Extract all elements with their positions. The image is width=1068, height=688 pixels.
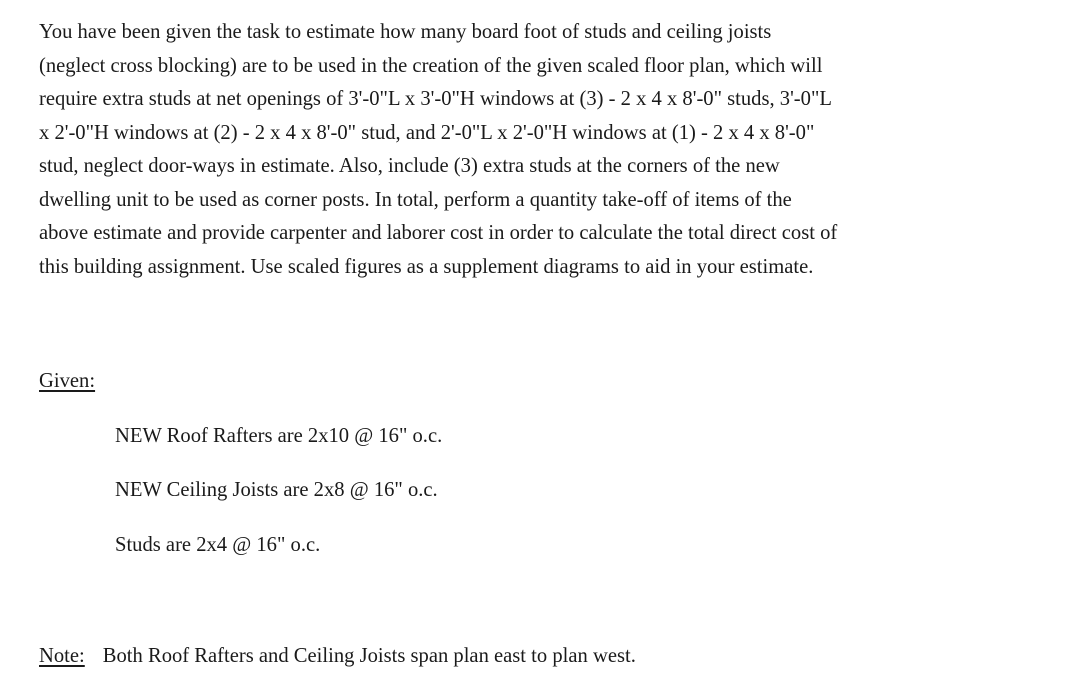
given-item-roof-rafters: NEW Roof Rafters are 2x10 @ 16" o.c. bbox=[115, 425, 443, 447]
assignment-paragraph bbox=[39, 16, 1049, 284]
paragraph-line: stud, neglect door-ways in estimate. Also, include (3) extra studs at the corners of the new bbox=[39, 155, 780, 177]
note-label: Note: bbox=[39, 645, 85, 667]
paragraph-line: You have been given the task to estimate how many board foot of studs and ceiling joists bbox=[39, 21, 772, 43]
paragraph-line: require extra studs at net openings of 3'-0"L x 3'-0"H windows at (3) - 2 x 4 x 8'-0" studs, 3'-0"L bbox=[39, 88, 832, 110]
paragraph-line: this building assignment. Use scaled figures as a supplement diagrams to aid in your estimate. bbox=[39, 255, 814, 278]
paragraph-line: above estimate and provide carpenter and laborer cost in order to calculate the total direct cost of bbox=[39, 222, 838, 244]
paragraph-line: (neglect cross blocking) are to be used in the creation of the given scaled floor plan, which will bbox=[39, 54, 823, 77]
paragraph-line: x 2'-0"H windows at (2) - 2 x 4 x 8'-0" stud, and 2'-0"L x 2'-0"H windows at (1) - 2 x 4 x 8'-0" bbox=[39, 121, 815, 144]
note-line bbox=[39, 642, 636, 670]
paragraph-line: dwelling unit to be used as corner posts. In total, perform a quantity take-off of items of the bbox=[39, 188, 792, 211]
note-text: Both Roof Rafters and Ceiling Joists span plan east to plan west. bbox=[102, 645, 636, 667]
given-heading: Given: bbox=[39, 370, 96, 392]
given-item-studs: Studs are 2x4 @ 16" o.c. bbox=[115, 534, 321, 556]
given-item-ceiling-joists: NEW Ceiling Joists are 2x8 @ 16" o.c. bbox=[115, 479, 438, 501]
